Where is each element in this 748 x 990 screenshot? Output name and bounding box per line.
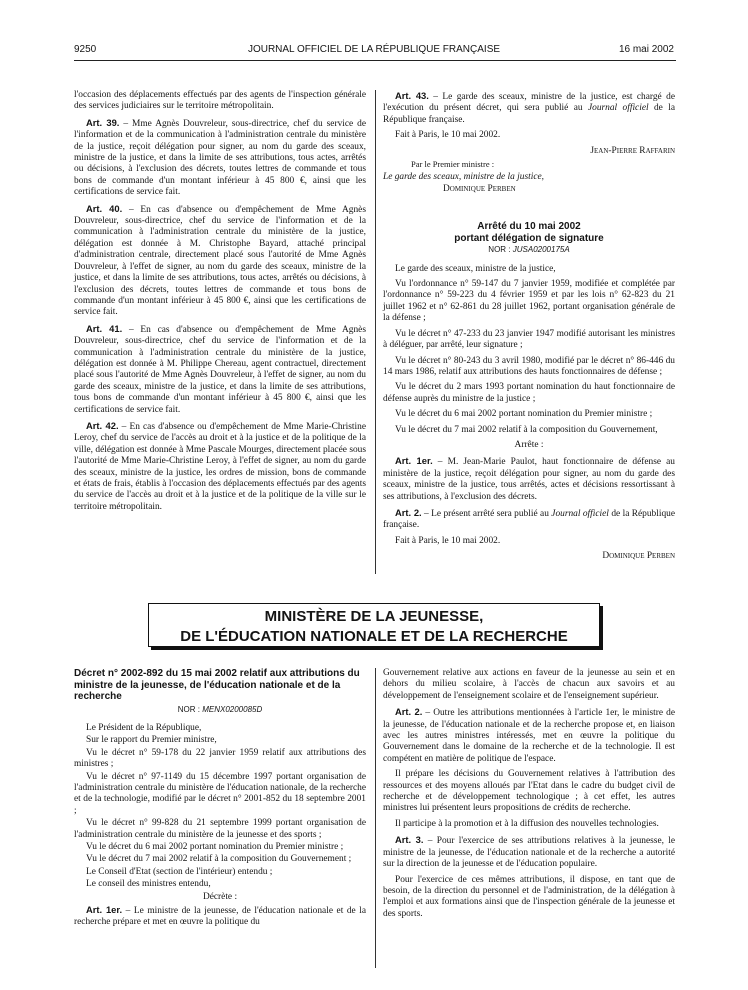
nor-label: NOR : — [177, 704, 203, 714]
right-column-bottom — [383, 668, 675, 924]
paragraph: Vu le décret du 7 mai 2002 relatif à la composition du Gouvernement, — [395, 424, 658, 435]
right-column-top — [383, 90, 675, 567]
minister-title: Le garde des sceaux, ministre de la justice, — [383, 172, 544, 183]
paragraph: Vu le décret n° 80-243 du 3 avril 1980, modifié par le décret n° 86-446 du 14 mars 1986, relatif aux attributions des hauts fonctionnaires de défense ; — [383, 355, 675, 377]
article-2 — [383, 507, 675, 532]
nor-code: JUSA0200175A — [512, 245, 570, 255]
article-label: Art. 2. — [395, 706, 423, 718]
column-divider — [375, 668, 376, 968]
paragraph: Le conseil des ministres entendu, — [86, 879, 211, 890]
nor-label: NOR : — [488, 245, 513, 255]
article-40 — [74, 203, 366, 319]
article-label: Art. 40. — [86, 202, 123, 214]
article-text: – Le ministre de la jeunesse, de l'éducation nationale et de la recherche prépare et met en œuvre la politique du — [74, 906, 367, 928]
article-label: Art. 39. — [86, 116, 120, 128]
paragraph: Vu le décret du 7 mai 2002 relatif à la composition du Gouvernement ; — [86, 854, 352, 865]
signatory-role — [383, 172, 675, 183]
ministry-heading-line: DE L'ÉDUCATION NATIONALE ET DE LA RECHERCHE — [180, 628, 568, 645]
signatory-name: Dominique Perben — [443, 183, 516, 194]
paragraph: l'occasion des déplacements effectués par des agents de l'inspection générale des services judiciaires sur le territoire métropolitain. — [74, 90, 366, 112]
article-label: Art. 41. — [86, 322, 123, 334]
signatory-name: Dominique Perben — [602, 551, 675, 562]
decrete-heading: Décrète : — [202, 891, 238, 902]
paragraph: Vu le décret du 6 mai 2002 portant nomination du Premier ministre ; — [395, 409, 653, 420]
article-2 — [383, 706, 675, 765]
column-divider — [375, 90, 376, 574]
article-text: – En cas d'absence ou d'empêchement de Mme Agnès Douvreleur, sous-directrice, chef du service de l'information et de la communication à l'administration centrale du ministère de la justice, délégation est donnée à M. Philippe Chereau, agent contractuel, directement placé sous l'autorité de Mme Agnès Douvreleur, à l'effet de signer, au nom du garde des sceaux, ministre de la justice, et dans la limite de ses attributions, tous bons de commande d'un montant inférieur à 45 800 €, ainsi que les certifications de service fait. — [74, 324, 366, 415]
article-text: – M. Jean-Marie Paulot, haut fonctionnaire de défense au ministère de la justice, reçoit délégation pour signer, au nom du garde des sceaux, ministre de la justice, tous arrêtés, actes et décisions ressortissant à ses attributions, à l'exclusion des décrets. — [383, 457, 675, 502]
article-label: Art. 3. — [395, 834, 424, 846]
paragraph: Vu le décret du 2 mars 1993 portant nomination du haut fonctionnaire de défense auprès du ministre de la justice ; — [383, 382, 675, 404]
article-text: – Le présent arrêté sera publié au — [421, 508, 552, 519]
article-3 — [383, 834, 675, 870]
journal-name: Journal officiel — [551, 508, 609, 519]
issue-date: 16 mai 2002 — [618, 44, 674, 55]
paragraph: Vu le décret n° 99-828 du 21 septembre 1999 portant organisation de l'administration centrale du ministère de la jeunesse et des sports ; — [74, 818, 366, 840]
paragraph: Le garde des sceaux, ministre de la justice, — [395, 263, 556, 274]
article-label: Art. 2. — [395, 506, 422, 518]
article-39 — [74, 117, 366, 199]
page-header — [74, 44, 674, 58]
paragraph: Vu le décret n° 59-178 du 22 janvier 1959 relatif aux attributions des ministres ; — [74, 747, 366, 770]
paragraph: Vu le décret du 6 mai 2002 portant nomination du Premier ministre ; — [86, 841, 344, 852]
paragraph: Vu le décret n° 97-1149 du 15 décembre 1997 portant organisation de l'administration centrale du ministère de l'éducation nationale, de la recherche et de la technologie, modifié par le décret n° 2001-852 du 18 septembre 2001 ; — [74, 771, 366, 816]
paragraph: Il participe à la promotion et à la diffusion des nouvelles technologies. — [395, 818, 659, 829]
article-42 — [74, 420, 366, 513]
decree-title: Décret n° 2002-892 du 15 mai 2002 relatif aux attributions du ministre de la jeunesse, de l'éducation nationale et de la recherche — [74, 668, 360, 702]
arrete-title — [383, 221, 675, 244]
signature-place-date: Fait à Paris, le 10 mai 2002. — [395, 535, 501, 546]
article-1 — [383, 455, 675, 503]
page-number: 9250 — [74, 44, 97, 55]
paragraph: Gouvernement relative aux actions en faveur de la jeunesse au sein et en dehors du milieu scolaire, à l'accès de chacun aux savoirs et au développement de l'enseignement scolaire et de l'enseignement supérieur. — [383, 668, 675, 701]
nor-code: MENX0200085D — [202, 704, 263, 714]
journal-title: JOURNAL OFFICIEL DE LA RÉPUBLIQUE FRANÇAISE — [247, 44, 501, 55]
article-1 — [74, 904, 366, 929]
paragraph: Le Conseil d'Etat (section de l'intérieur) entendu ; — [86, 866, 273, 877]
article-label: Art. 42. — [86, 419, 119, 431]
left-column-top — [74, 90, 366, 517]
article-text: – En cas d'absence ou d'empêchement de Mme Agnès Douvreleur, sous-directrice, chef du service de l'information et de la communication à l'administration centrale du ministère de la justice, délégation est donnée à M. Christophe Bayard, attaché principal d'administration centrale, directement placé sous l'autorité de Mme Agnès Douvreleur, à l'effet de signer, au nom du garde des sceaux, ministre de la justice, et dans la limite de ses attributions, tous actes, arrêtés ou décisions, à l'exclusion des décrets, toutes lettres de commande et tous bons de commande d'un montant inférieur à 45 800 €, ainsi que les certifications de service fait. — [74, 204, 366, 318]
paragraph: Vu l'ordonnance n° 59-147 du 7 janvier 1959, modifiée et complétée par l'ordonnance n° 59-223 du 4 février 1959 et par les lois n° 62-823 du 21 juillet 1962 et n° 62-861 du 28 juillet 1962, portant organisation générale de la défense ; — [383, 279, 675, 324]
signatory-role: Par le Premier ministre : — [411, 159, 495, 170]
journal-name: Journal officiel — [587, 103, 649, 114]
article-text: de la République française. — [383, 508, 675, 531]
article-text: de la République française. — [383, 103, 676, 125]
article-text: – En cas d'absence ou d'empêchement de Mme Marie-Christine Leroy, chef du service de l'accès au droit et à la justice et de la politique de la ville, délégation est donnée à Mme Pascale Mourges, directement placée sous l'autorité de Mme Marie-Christine Leroy, à l'effet de signer, au nom du garde des sceaux, ministre de la justice, les ordres de mission, bons de commande et états de frais, établis à l'occasion des déplacements effectués par des agents du service de l'accès au droit et à la justice et de la politique de la ville sur le territoire métropolitain. — [74, 421, 366, 512]
article-text: – Outre les attributions mentionnées à l'article 1er, le ministre de la jeunesse, de l'éducation nationale et de la recherche propose et, en liaison avec les autres ministres intéressés, met en œuvre la politique du Gouvernement dans le domaine de la recherche et de la technologie. Il est compétent en matière de politique de l'espace. — [383, 708, 676, 764]
arrete-title-line: Arrêté du 10 mai 2002 — [477, 221, 581, 233]
header-rule — [74, 60, 676, 61]
article-43 — [383, 90, 675, 126]
paragraph: Sur le rapport du Premier ministre, — [86, 735, 217, 746]
paragraph: Il prépare les décisions du Gouvernement relatives à l'attribution des ressources et des moyens alloués par l'Etat dans le cadre du budget civil de recherche et de développement technologique ; à cet effet, les autres ministres lui présentent leurs propositions de crédits de recherche. — [383, 769, 675, 814]
ministry-heading-box — [148, 603, 600, 647]
arrete-heading: Arrête : — [514, 439, 544, 450]
article-label: Art. 1er. — [86, 904, 123, 915]
signatory-name: Jean-Pierre Raffarin — [590, 145, 675, 156]
article-41 — [74, 323, 366, 416]
left-column-bottom — [74, 668, 366, 933]
paragraph: Le Président de la République, — [86, 722, 202, 733]
article-label: Art. 43. — [395, 90, 429, 101]
article-text: – Le garde des sceaux, ministre de la justice, est chargé de l'exécution du présent décret, qui sera publié au — [383, 92, 675, 114]
paragraph: Pour l'exercice de ces mêmes attributions, il dispose, en tant que de besoin, de la direction du personnel et de l'administration, de la délégation à l'emploi et aux formations ainsi que de l'inspection générale de la jeunesse et des sports. — [383, 874, 675, 919]
article-text: – Pour l'exercice de ses attributions relatives à la jeunesse, le ministre de la jeunesse, de l'éducation nationale et de la recherche a autorité sur la direction de la jeunesse et de l'éducation populaire. — [383, 836, 675, 870]
article-text: – Mme Agnès Douvreleur, sous-directrice, chef du service de l'information et de la communication à l'administration centrale du ministère de la justice, reçoit délégation pour signer, au nom du garde des sceaux, ministre de la justice, et dans la limite de ses attributions, tous actes, arrêtés ou décisions, à l'exclusion des décrets, toutes lettres de commande et tous bons de commande d'un montant inférieur à 45 800 €, ainsi que les certifications de service fait. — [74, 118, 366, 198]
ministry-heading-line: MINISTÈRE DE LA JEUNESSE, — [264, 608, 484, 625]
article-label: Art. 1er. — [395, 455, 433, 467]
nor-reference — [74, 704, 366, 715]
signature-place-date: Fait à Paris, le 10 mai 2002. — [395, 130, 501, 141]
nor-reference — [383, 244, 675, 255]
arrete-title-line: portant délégation de signature — [454, 232, 604, 244]
paragraph: Vu le décret n° 47-233 du 23 janvier 1947 modifié autorisant les ministres à déléguer, par arrêté, leur signature ; — [383, 328, 675, 351]
